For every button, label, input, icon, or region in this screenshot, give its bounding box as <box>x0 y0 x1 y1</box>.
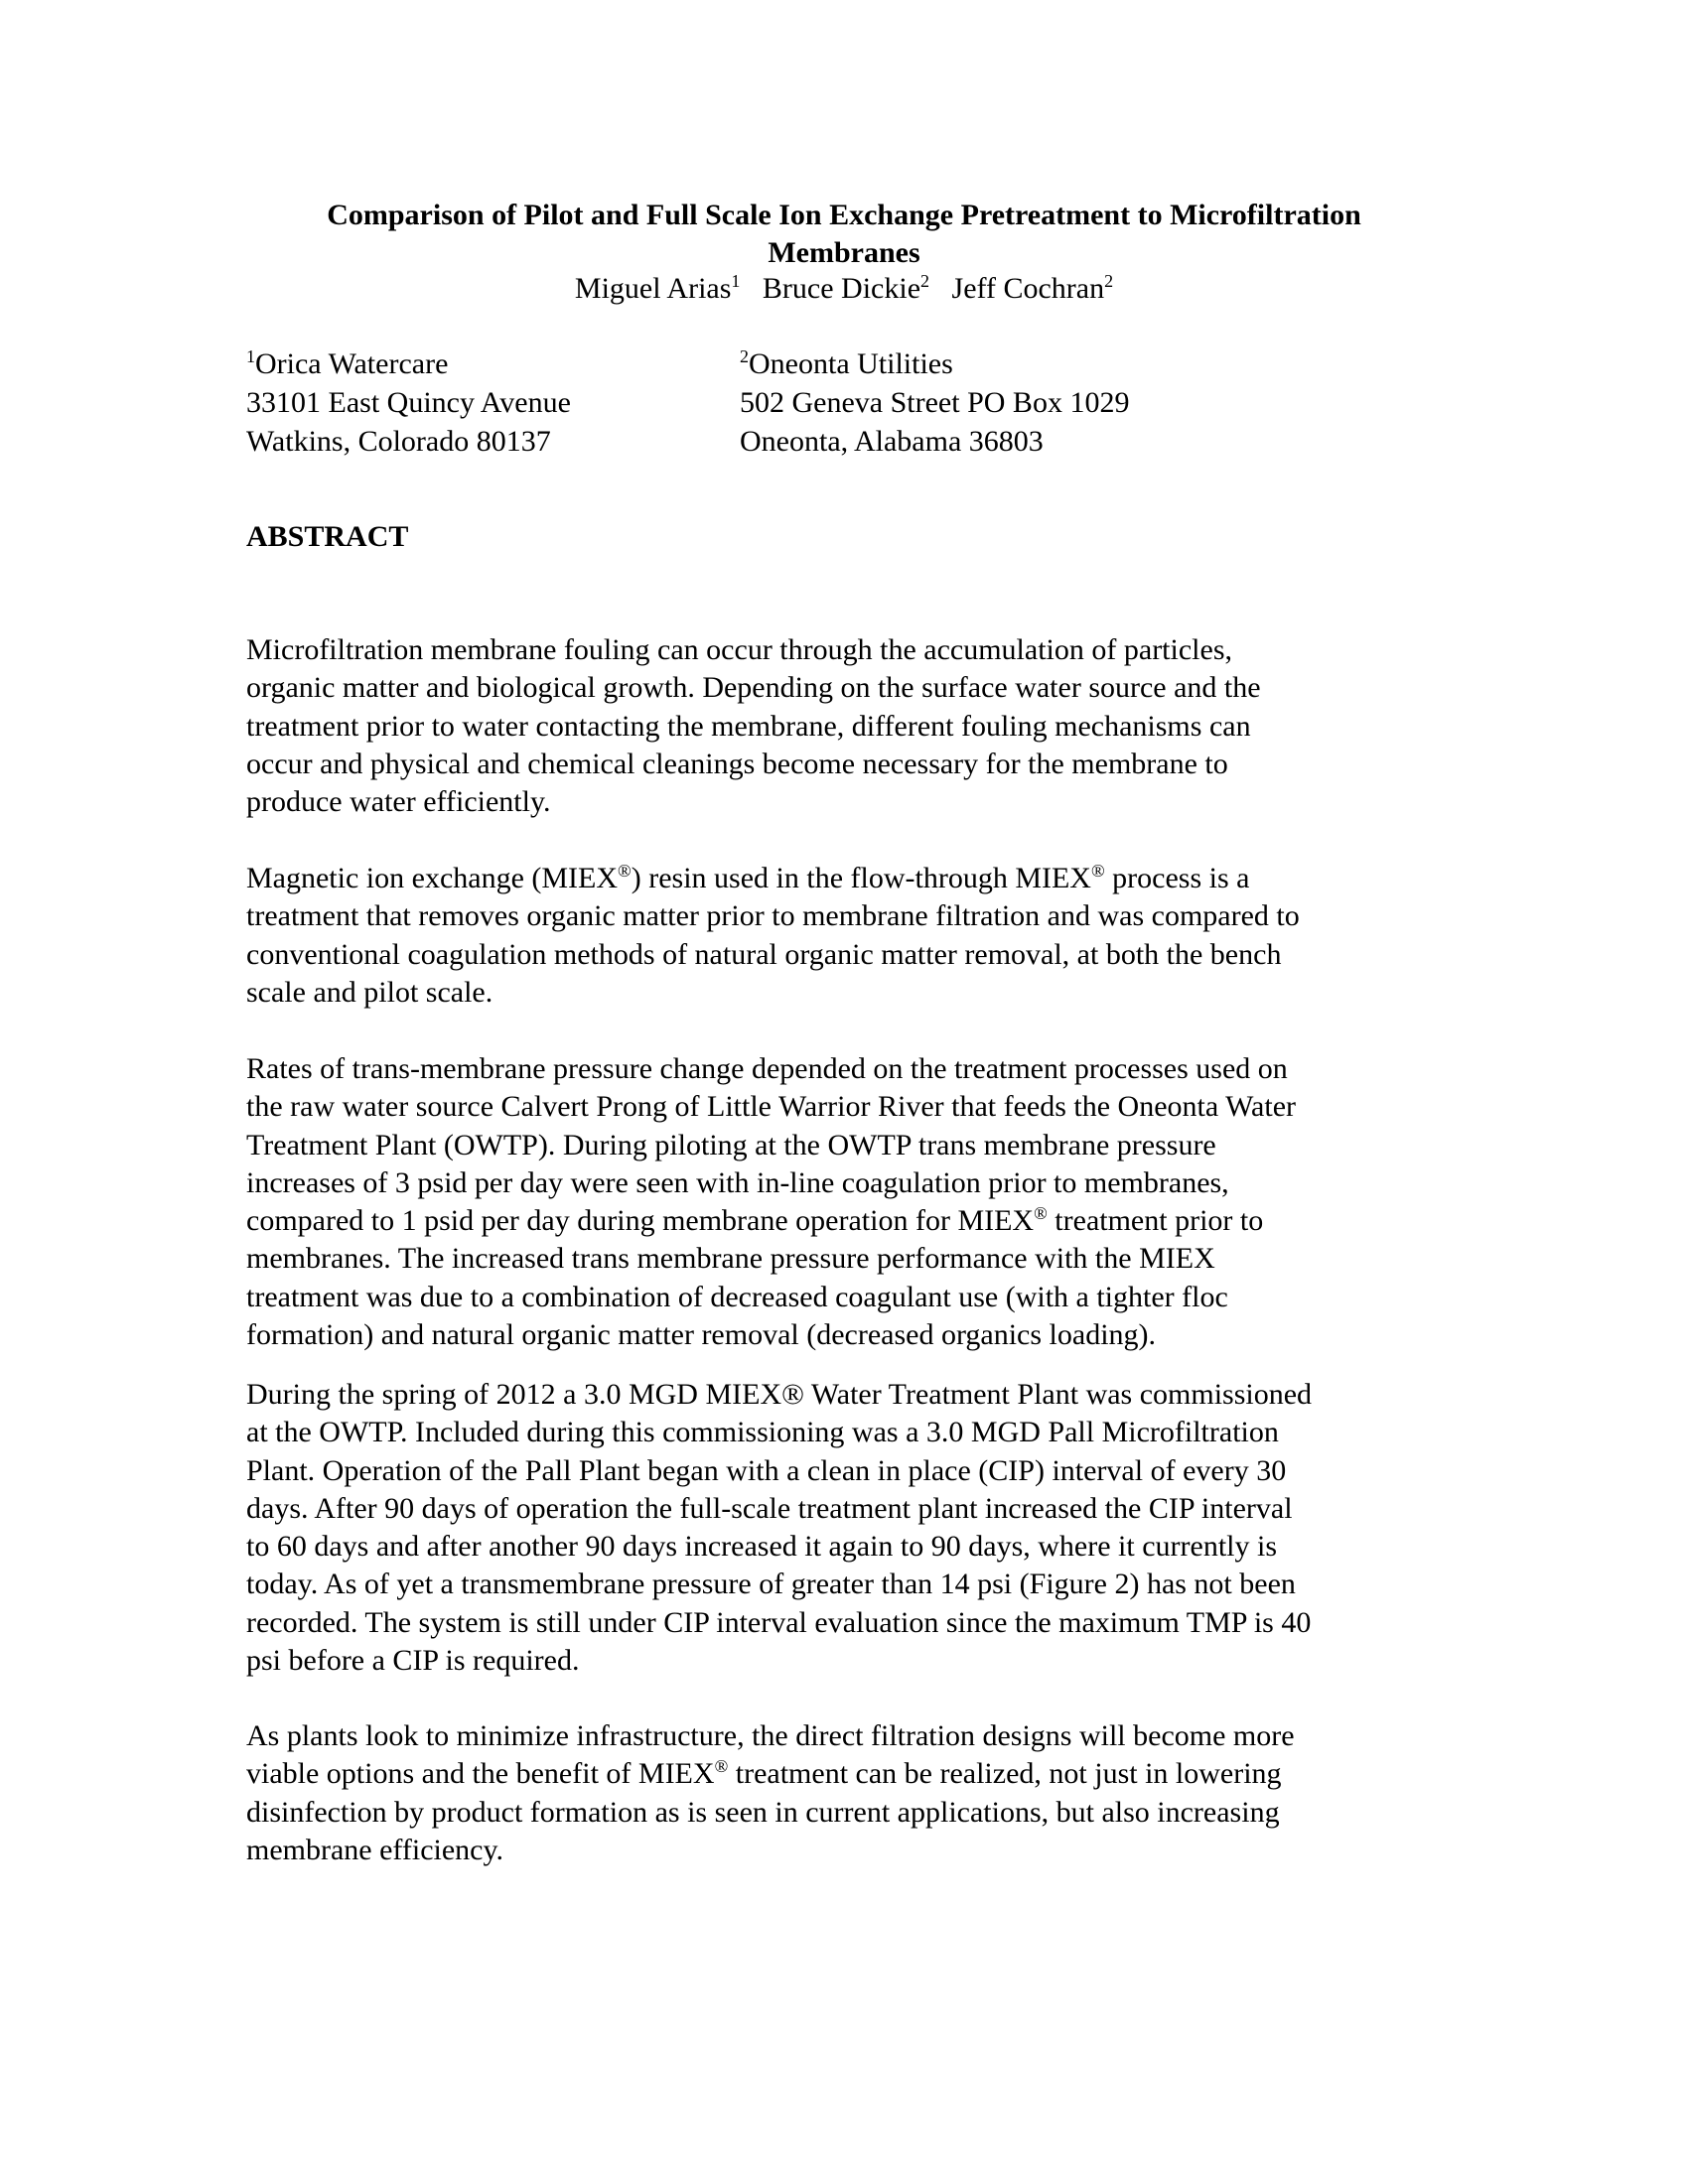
text-line: to 60 days and after another 90 days increased it again to 90 days, where it currently is <box>246 1530 1278 1564</box>
text-line: at the OWTP. Included during this commissioning was a 3.0 MGD Pall Microfiltration <box>246 1416 1279 1449</box>
text-line: Microfiltration membrane fouling can occur through the accumulation of particles, <box>246 633 1232 666</box>
text-line <box>246 860 1458 897</box>
text-line: membrane efficiency. <box>246 1833 504 1866</box>
affiliation-city: Watkins, Colorado 80137 <box>246 425 551 458</box>
affiliation-block-2 <box>740 344 1129 461</box>
text-line: treatment prior to water contacting the membrane, different fouling mechanisms can <box>246 709 1251 743</box>
registered-mark: ® <box>618 861 632 881</box>
title-line-2: Membranes <box>768 236 920 269</box>
affiliation-marker: 2 <box>740 346 749 366</box>
registered-mark: ® <box>1034 1203 1048 1224</box>
text-segment: compared to 1 psid per day during membrane operation for MIEX <box>246 1204 1035 1238</box>
affiliation-block-1 <box>246 344 571 461</box>
text-line: Rates of trans-membrane pressure change depended on the treatment processes used on <box>246 1052 1288 1085</box>
author-list <box>238 270 1450 308</box>
text-line: increases of 3 psid per day were seen with in-line coagulation prior to membranes, <box>246 1165 1229 1199</box>
abstract-paragraph <box>246 1717 1458 1869</box>
text-line <box>246 1755 1458 1793</box>
text-line: the raw water source Calvert Prong of Little Warrior River that feeds the Oneonta Water <box>246 1090 1297 1124</box>
affiliation-org: Oneonta Utilities <box>749 347 953 380</box>
text-line: formation) and natural organic matter removal (decreased organics loading). <box>246 1318 1157 1352</box>
text-line: psi before a CIP is required. <box>246 1644 580 1678</box>
text-line: treatment was due to a combination of decreased coagulant use (with a tighter floc <box>246 1280 1228 1313</box>
abstract-paragraph <box>246 1376 1458 1680</box>
text-line <box>246 1202 1458 1240</box>
text-line: treatment that removes organic matter prior to membrane filtration and was compared to <box>246 899 1300 933</box>
text-segment: ) resin used in the flow-through MIEX <box>631 862 1091 894</box>
registered-mark: ® <box>714 1756 729 1777</box>
affiliation-city: Oneonta, Alabama 36803 <box>740 425 1044 458</box>
text-line: recorded. The system is still under CIP interval evaluation since the maximum TMP is 40 <box>246 1605 1312 1639</box>
affiliation-org: Orica Watercare <box>255 347 449 380</box>
paper-title <box>238 197 1450 272</box>
text-line: today. As of yet a transmembrane pressure of greater than 14 psi (Figure 2) has not been <box>246 1568 1296 1601</box>
affiliation-marker: 2 <box>1104 271 1114 291</box>
text-segment: treatment can be realized, not just in lowering <box>728 1757 1282 1791</box>
text-line: produce water efficiently. <box>246 785 551 819</box>
author-name: Miguel Arias <box>574 272 732 305</box>
text-line: scale and pilot scale. <box>246 975 493 1009</box>
text-line: Plant. Operation of the Pall Plant began with a clean in place (CIP) interval of every 30 <box>246 1453 1287 1487</box>
text-line: days. After 90 days of operation the full-scale treatment plant increased the CIP interval <box>246 1491 1293 1525</box>
text-line: conventional coagulation methods of natural organic matter removal, at both the bench <box>246 937 1282 971</box>
text-line: During the spring of 2012 a 3.0 MGD MIEX® Water Treatment Plant was commissioned <box>246 1378 1313 1411</box>
text-line: membranes. The increased trans membrane pressure performance with the MIEX <box>246 1242 1215 1276</box>
author-name: Bruce Dickie <box>762 272 921 305</box>
affiliation-marker: 1 <box>246 346 255 366</box>
affiliation-street: 502 Geneva Street PO Box 1029 <box>740 386 1130 419</box>
text-line: Treatment Plant (OWTP). During piloting at the OWTP trans membrane pressure <box>246 1128 1216 1161</box>
text-line: occur and physical and chemical cleanings become necessary for the membrane to <box>246 747 1228 780</box>
text-line: organic matter and biological growth. Depending on the surface water source and the <box>246 671 1261 705</box>
text-line: disinfection by product formation as is seen in current applications, but also increasing <box>246 1795 1280 1829</box>
affiliation-street: 33101 East Quincy Avenue <box>246 386 571 419</box>
abstract-heading: ABSTRACT <box>246 520 409 553</box>
affiliation-marker: 2 <box>920 271 930 291</box>
text-line: As plants look to minimize infrastructure, the direct filtration designs will become more <box>246 1719 1295 1752</box>
text-segment: Magnetic ion exchange (MIEX <box>246 862 619 894</box>
text-segment: treatment prior to <box>1047 1204 1264 1238</box>
author-name: Jeff Cochran <box>951 272 1105 305</box>
abstract-paragraph <box>246 631 1458 821</box>
text-segment: process is a <box>1104 862 1250 894</box>
abstract-paragraph <box>246 860 1458 1012</box>
text-segment: viable options and the benefit of MIEX <box>246 1757 715 1791</box>
registered-mark: ® <box>1090 861 1105 881</box>
affiliation-marker: 1 <box>731 271 741 291</box>
title-line-1: Comparison of Pilot and Full Scale Ion Exchange Pretreatment to Microfiltration <box>327 199 1361 231</box>
abstract-paragraph <box>246 1050 1458 1354</box>
